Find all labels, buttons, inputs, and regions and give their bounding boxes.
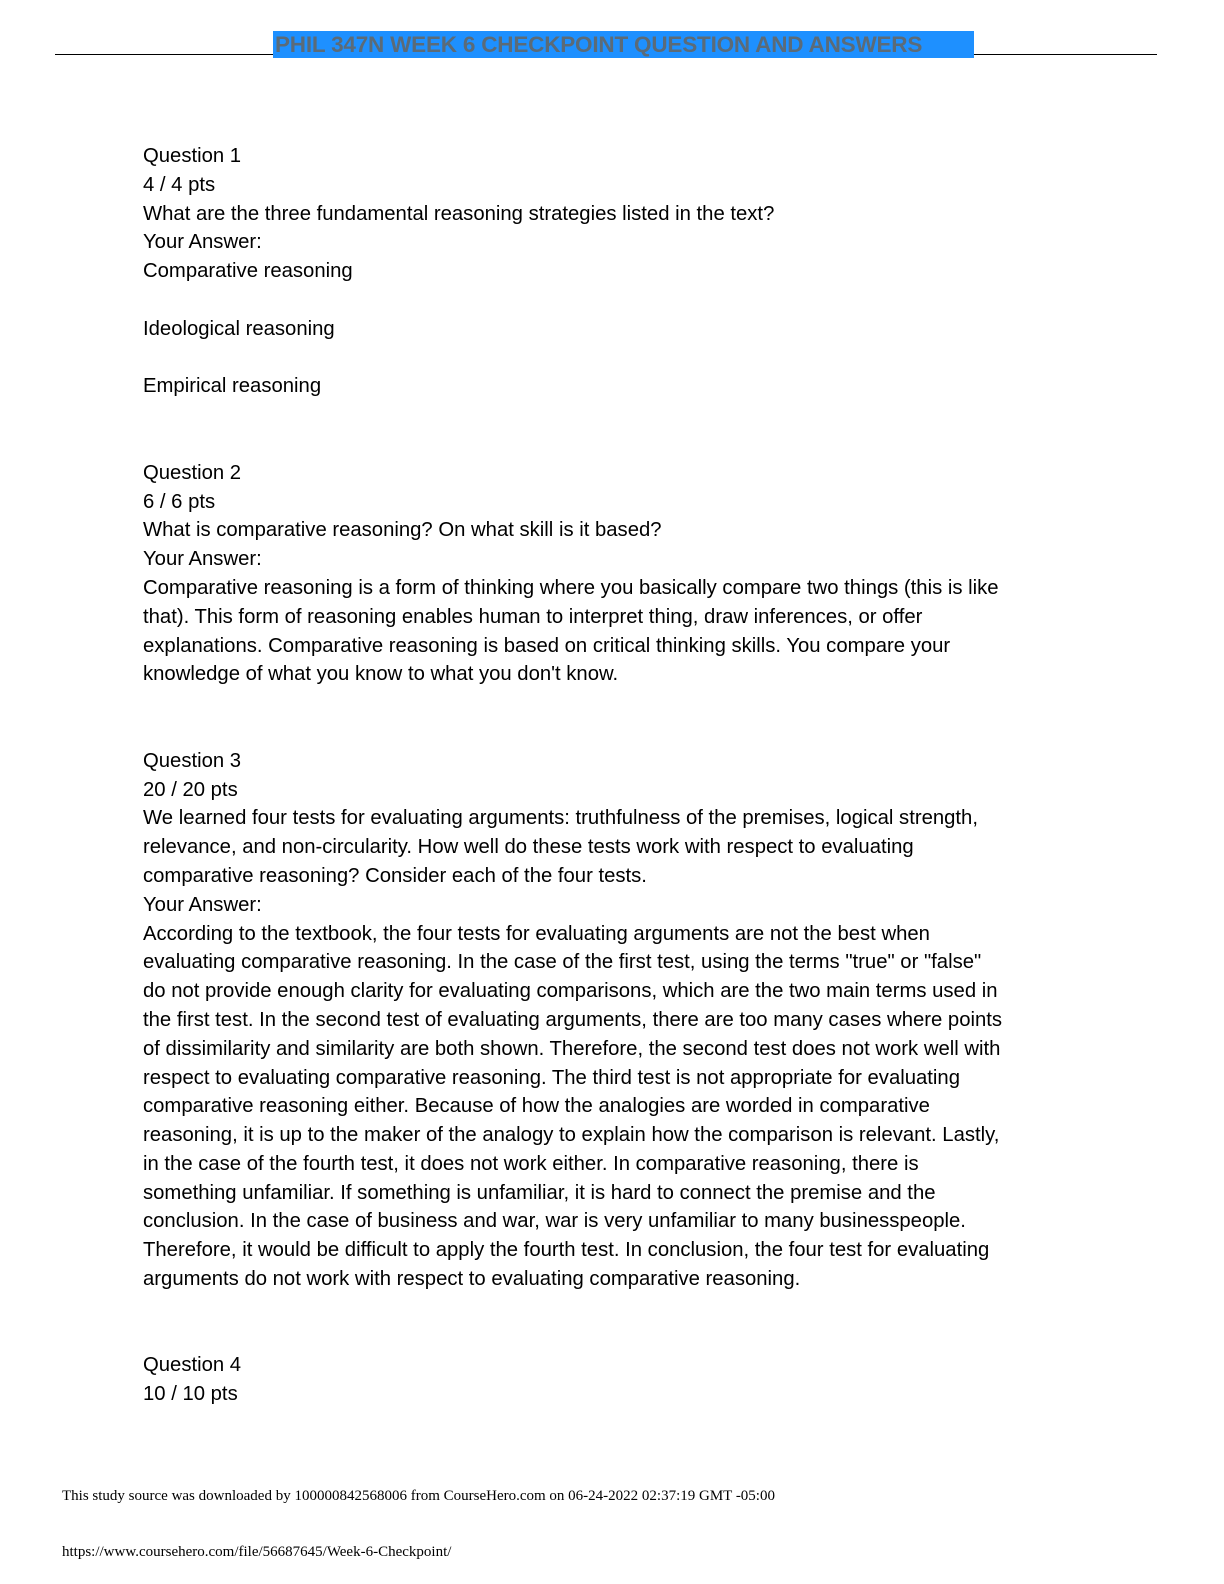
prompt-line: comparative reasoning? Consider each of the four tests. [143, 864, 647, 887]
question-2 [143, 459, 1078, 689]
question-label: Question 2 [143, 461, 242, 484]
question-3 [143, 747, 1078, 1294]
question-points: 20 / 20 pts [143, 778, 238, 801]
question-prompt [143, 804, 1078, 890]
answer-line: the first test. In the second test of evaluating arguments, there are too many cases where points [143, 1008, 1003, 1031]
answer-line: Therefore, it would be difficult to apply the fourth test. In conclusion, the four test for evaluating [143, 1239, 990, 1262]
answer-line: something unfamiliar. If something is unfamiliar, it is hard to connect the premise and the [143, 1181, 936, 1204]
question-label: Question 3 [143, 749, 242, 772]
question-4 [143, 1351, 1078, 1409]
answer-line: respect to evaluating comparative reasoning. The third test is not appropriate for evaluating [143, 1066, 960, 1089]
answer-line: evaluating comparative reasoning. In the case of the first test, using the terms "true" or "false" [143, 951, 982, 974]
answer-text [143, 574, 1078, 689]
answer-line: in the case of the fourth test, it does not work either. In comparative reasoning, there is [143, 1152, 919, 1175]
answer-line: conclusion. In the case of business and war, war is very unfamiliar to many businesspeople. [143, 1210, 966, 1233]
answer-line: do not provide enough clarity for evaluating comparisons, which are the two main terms used in [143, 980, 998, 1003]
answer-line: reasoning, it is up to the maker of the analogy to explain how the comparison is relevant. Lastly, [143, 1124, 1000, 1147]
answer-line: knowledge of what you know to what you don't know. [143, 663, 619, 686]
answer-item: Empirical reasoning [143, 375, 322, 398]
question-1 [143, 142, 1078, 401]
answer-text [143, 920, 1078, 1294]
answer-line: Comparative reasoning is a form of thinking where you basically compare two things (this is like [143, 576, 999, 599]
question-points: 4 / 4 pts [143, 173, 216, 196]
question-points: 10 / 10 pts [143, 1383, 238, 1406]
prompt-line: relevance, and non-circularity. How well do these tests work with respect to evaluating [143, 836, 914, 859]
answer-item: Comparative reasoning [143, 260, 353, 283]
answer-line: comparative reasoning either. Because of how the analogies are worded in comparative [143, 1095, 930, 1118]
answer-line: of dissimilarity and similarity are both shown. Therefore, the second test does not work well with [143, 1037, 1001, 1060]
question-prompt: What are the three fundamental reasoning strategies listed in the text? [143, 202, 775, 225]
source-url: https://www.coursehero.com/file/56687645/Week-6-Checkpoint/ [62, 1544, 452, 1560]
answer-label: Your Answer: [143, 893, 262, 916]
question-prompt: What is comparative reasoning? On what skill is it based? [143, 519, 662, 542]
prompt-line: We learned four tests for evaluating arguments: truthfulness of the premises, logical strength, [143, 807, 978, 830]
answer-line: that). This form of reasoning enables human to interpret thing, draw inferences, or offer [143, 605, 923, 628]
answer-item: Ideological reasoning [143, 317, 335, 340]
question-points: 6 / 6 pts [143, 490, 216, 513]
document-body [143, 142, 1078, 1409]
download-source-notice: This study source was downloaded by 100000842568006 from CourseHero.com on 06-24-2022 02:37:19 GMT -05:00 [62, 1488, 775, 1504]
question-label: Question 4 [143, 1354, 242, 1377]
answer-label: Your Answer: [143, 548, 262, 571]
question-label: Question 1 [143, 145, 242, 167]
answer-line: explanations. Comparative reasoning is based on critical thinking skills. You compare your [143, 634, 951, 657]
answer-label: Your Answer: [143, 231, 262, 254]
document-title: PHIL 347N WEEK 6 CHECKPOINT QUESTION AND ANSWERS [273, 31, 974, 58]
answer-line: According to the textbook, the four tests for evaluating arguments are not the best when [143, 922, 930, 945]
answer-line: arguments do not work with respect to evaluating comparative reasoning. [143, 1268, 801, 1291]
